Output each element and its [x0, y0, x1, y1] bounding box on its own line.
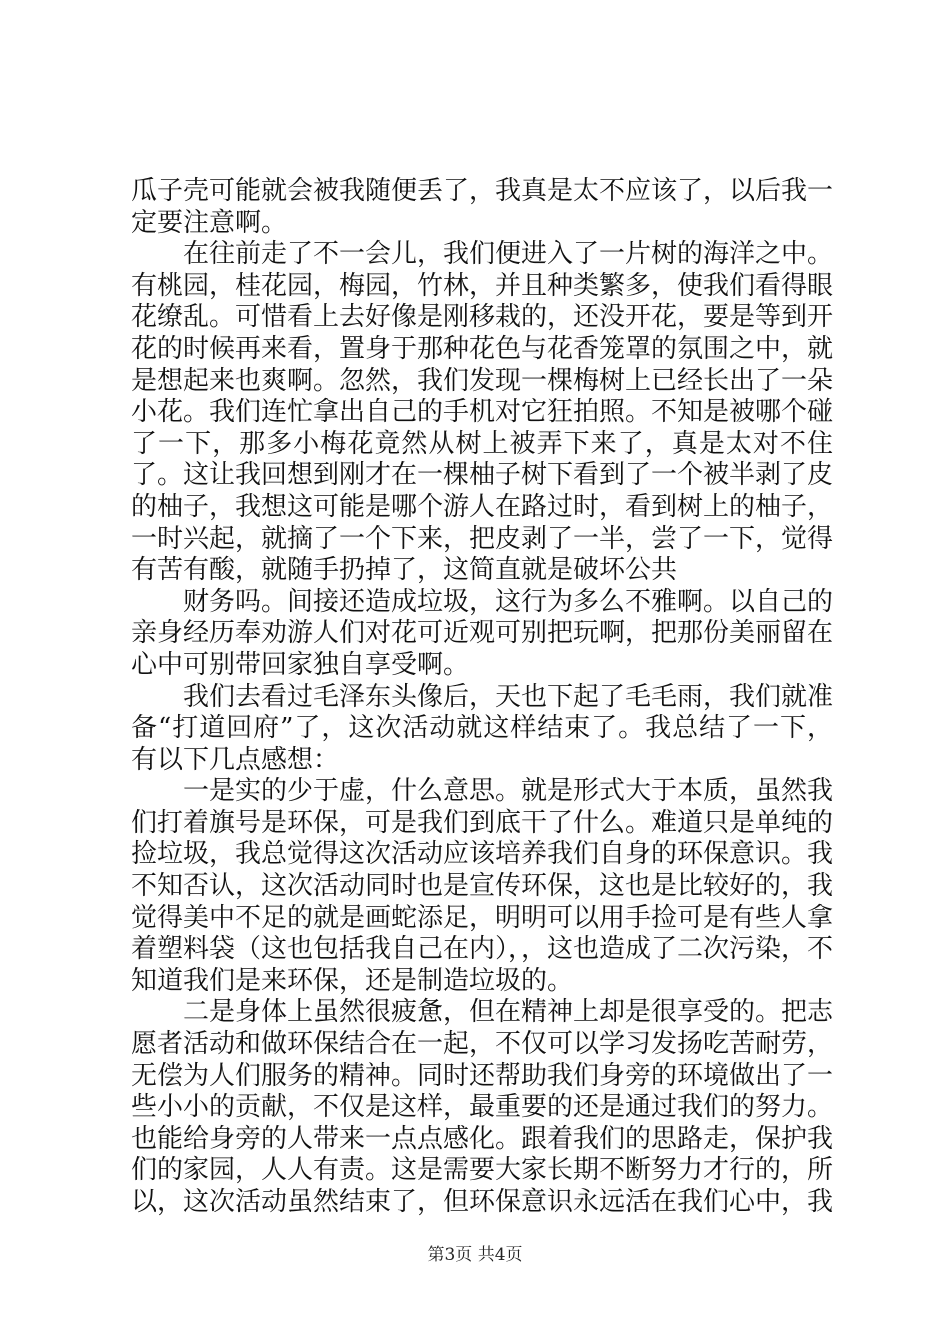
paragraph-5: 一是实的少于虚，什么意思。就是形式大于本质，虽然我们打着旗号是环保，可是我们到底干了什么。难道只是单纯的捡垃圾，我总觉得这次活动应该培养我们自身的环保意识。我不知否认，这次活动同时也是宣传环保，这也是比较好的，我觉得美中不足的就是画蛇添足，明明可以用手捡可是有些人拿着塑料袋（这也包括我自己在内），，这也造成了二次污染，不知道我们是来环保，还是制造垃圾的。 — [131, 776, 834, 996]
page-number-footer: 第3页 共4页 — [427, 1245, 523, 1265]
paragraph-1: 瓜子壳可能就会被我随便丢了，我真是太不应该了，以后我一定要注意啊。 — [131, 176, 834, 238]
paragraph-2: 在往前走了不一会儿，我们便进入了一片树的海洋之中。有桃园，桂花园，梅园，竹林，并且种类繁多，使我们看得眼花缭乱。可惜看上去好像是刚移栽的，还没开花，要是等到开花的时候再来看，置身于那种花色与花香笼罩的氛围之中，就是想起来也爽啊。忽然，我们发现一棵梅树上已经长出了一朵小花。我们连忙拿出自己的手机对它狂拍照。不知是被哪个碰了一下，那多小梅花竟然从树上被弄下来了，真是太对不住了。这让我回想到刚才在一棵柚子树下看到了一个被半剥了皮的柚子，我想这可能是哪个游人在路过时，看到树上的柚子，一时兴起，就摘了一个下来，把皮剥了一半，尝了一下，觉得有苦有酸，就随手扔掉了，这简直就是破坏公共 — [131, 239, 834, 586]
paragraph-6: 二是身体上虽然很疲惫，但在精神上却是很享受的。把志愿者活动和做环保结合在一起，不仅可以学习发扬吃苦耐劳，无偿为人们服务的精神。同时还帮助我们身旁的环境做出了一些小小的贡献，不仅是这样，最重要的还是通过我们的努力。也能给身旁的人带来一点点感化。跟着我们的思路走，保护我们的家园，人人有责。这是需要大家长期不断努力才行的，所以，这次活动虽然结束了，但环保意识永远活在我们心中，我 — [131, 997, 834, 1217]
paragraph-3: 财务吗。间接还造成垃圾，这行为多么不雅啊。以自己的亲身经历奉劝游人们对花可近观可别把玩啊，把那份美丽留在心中可别带回家独自享受啊。 — [131, 586, 834, 680]
paragraph-4: 我们去看过毛泽东头像后，天也下起了毛毛雨，我们就准备“打道回府”了，这次活动就这样结束了。我总结了一下，有以下几点感想： — [131, 681, 834, 775]
document-body — [131, 176, 833, 1219]
